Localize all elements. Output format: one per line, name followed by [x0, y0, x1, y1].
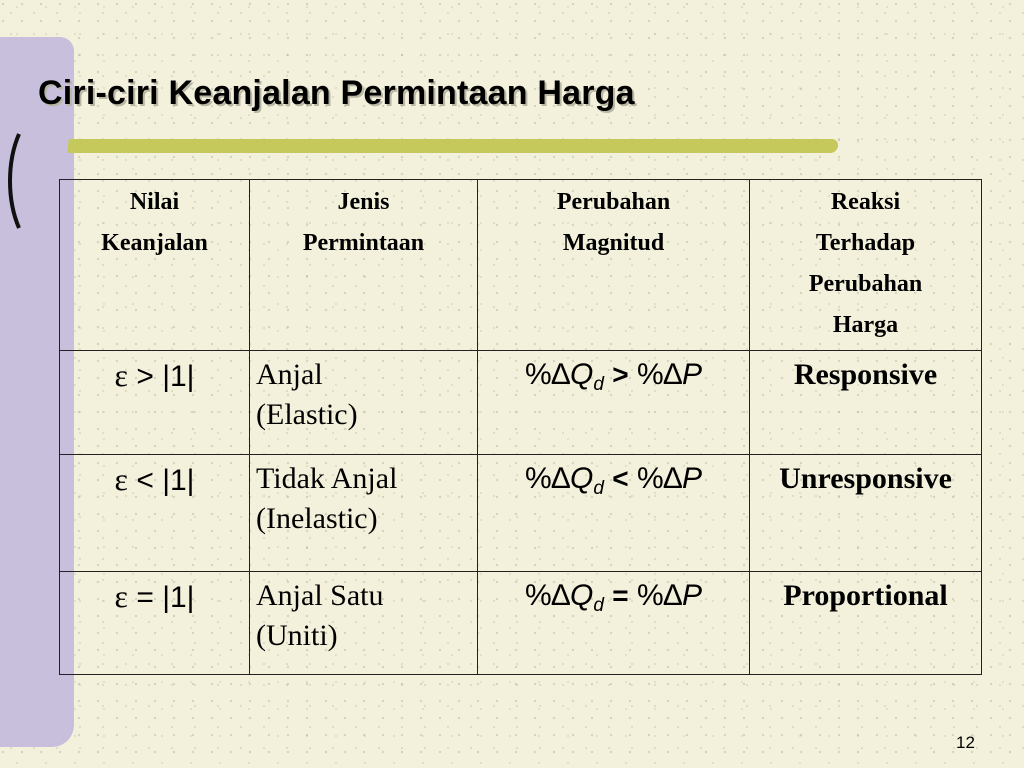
- table-row: [60, 455, 982, 572]
- nilai-keanjalan-cell: ε = |1|: [60, 572, 250, 675]
- jenis-permintaan-cell: Tidak Anjal (Inelastic): [250, 455, 478, 572]
- reaksi-cell: Unresponsive: [750, 455, 982, 572]
- left-bracket-ornament: [4, 132, 22, 230]
- header-nilai-keanjalan: Nilai Keanjalan: [60, 180, 250, 351]
- perubahan-magnitud-cell: $\%\Delta Q_d = \%\Delta P$: [478, 572, 750, 675]
- elasticity-table: [59, 179, 982, 675]
- perubahan-magnitud-cell: $\%\Delta Q_d < \%\Delta P$: [478, 455, 750, 572]
- perubahan-magnitud-cell: $\%\Delta Q_d > \%\Delta P$: [478, 351, 750, 455]
- nilai-keanjalan-cell: ε < |1|: [60, 455, 250, 572]
- header-perubahan-magnitud: Perubahan Magnitud: [478, 180, 750, 351]
- reaksi-cell: Proportional: [750, 572, 982, 675]
- jenis-permintaan-cell: Anjal Satu (Uniti): [250, 572, 478, 675]
- page-number: 12: [956, 733, 975, 752]
- header-jenis-permintaan: Jenis Permintaan: [250, 180, 478, 351]
- nilai-keanjalan-cell: ε > |1|: [60, 351, 250, 455]
- table-row: [60, 351, 982, 455]
- header-reaksi: Reaksi Terhadap Perubahan Harga: [750, 180, 982, 351]
- title-underline: [67, 139, 838, 153]
- table-header-row: [60, 180, 982, 351]
- table-row: [60, 572, 982, 675]
- reaksi-cell: Responsive: [750, 351, 982, 455]
- jenis-permintaan-cell: Anjal (Elastic): [250, 351, 478, 455]
- slide-title: Ciri-ciri Keanjalan Permintaan Harga: [38, 74, 635, 112]
